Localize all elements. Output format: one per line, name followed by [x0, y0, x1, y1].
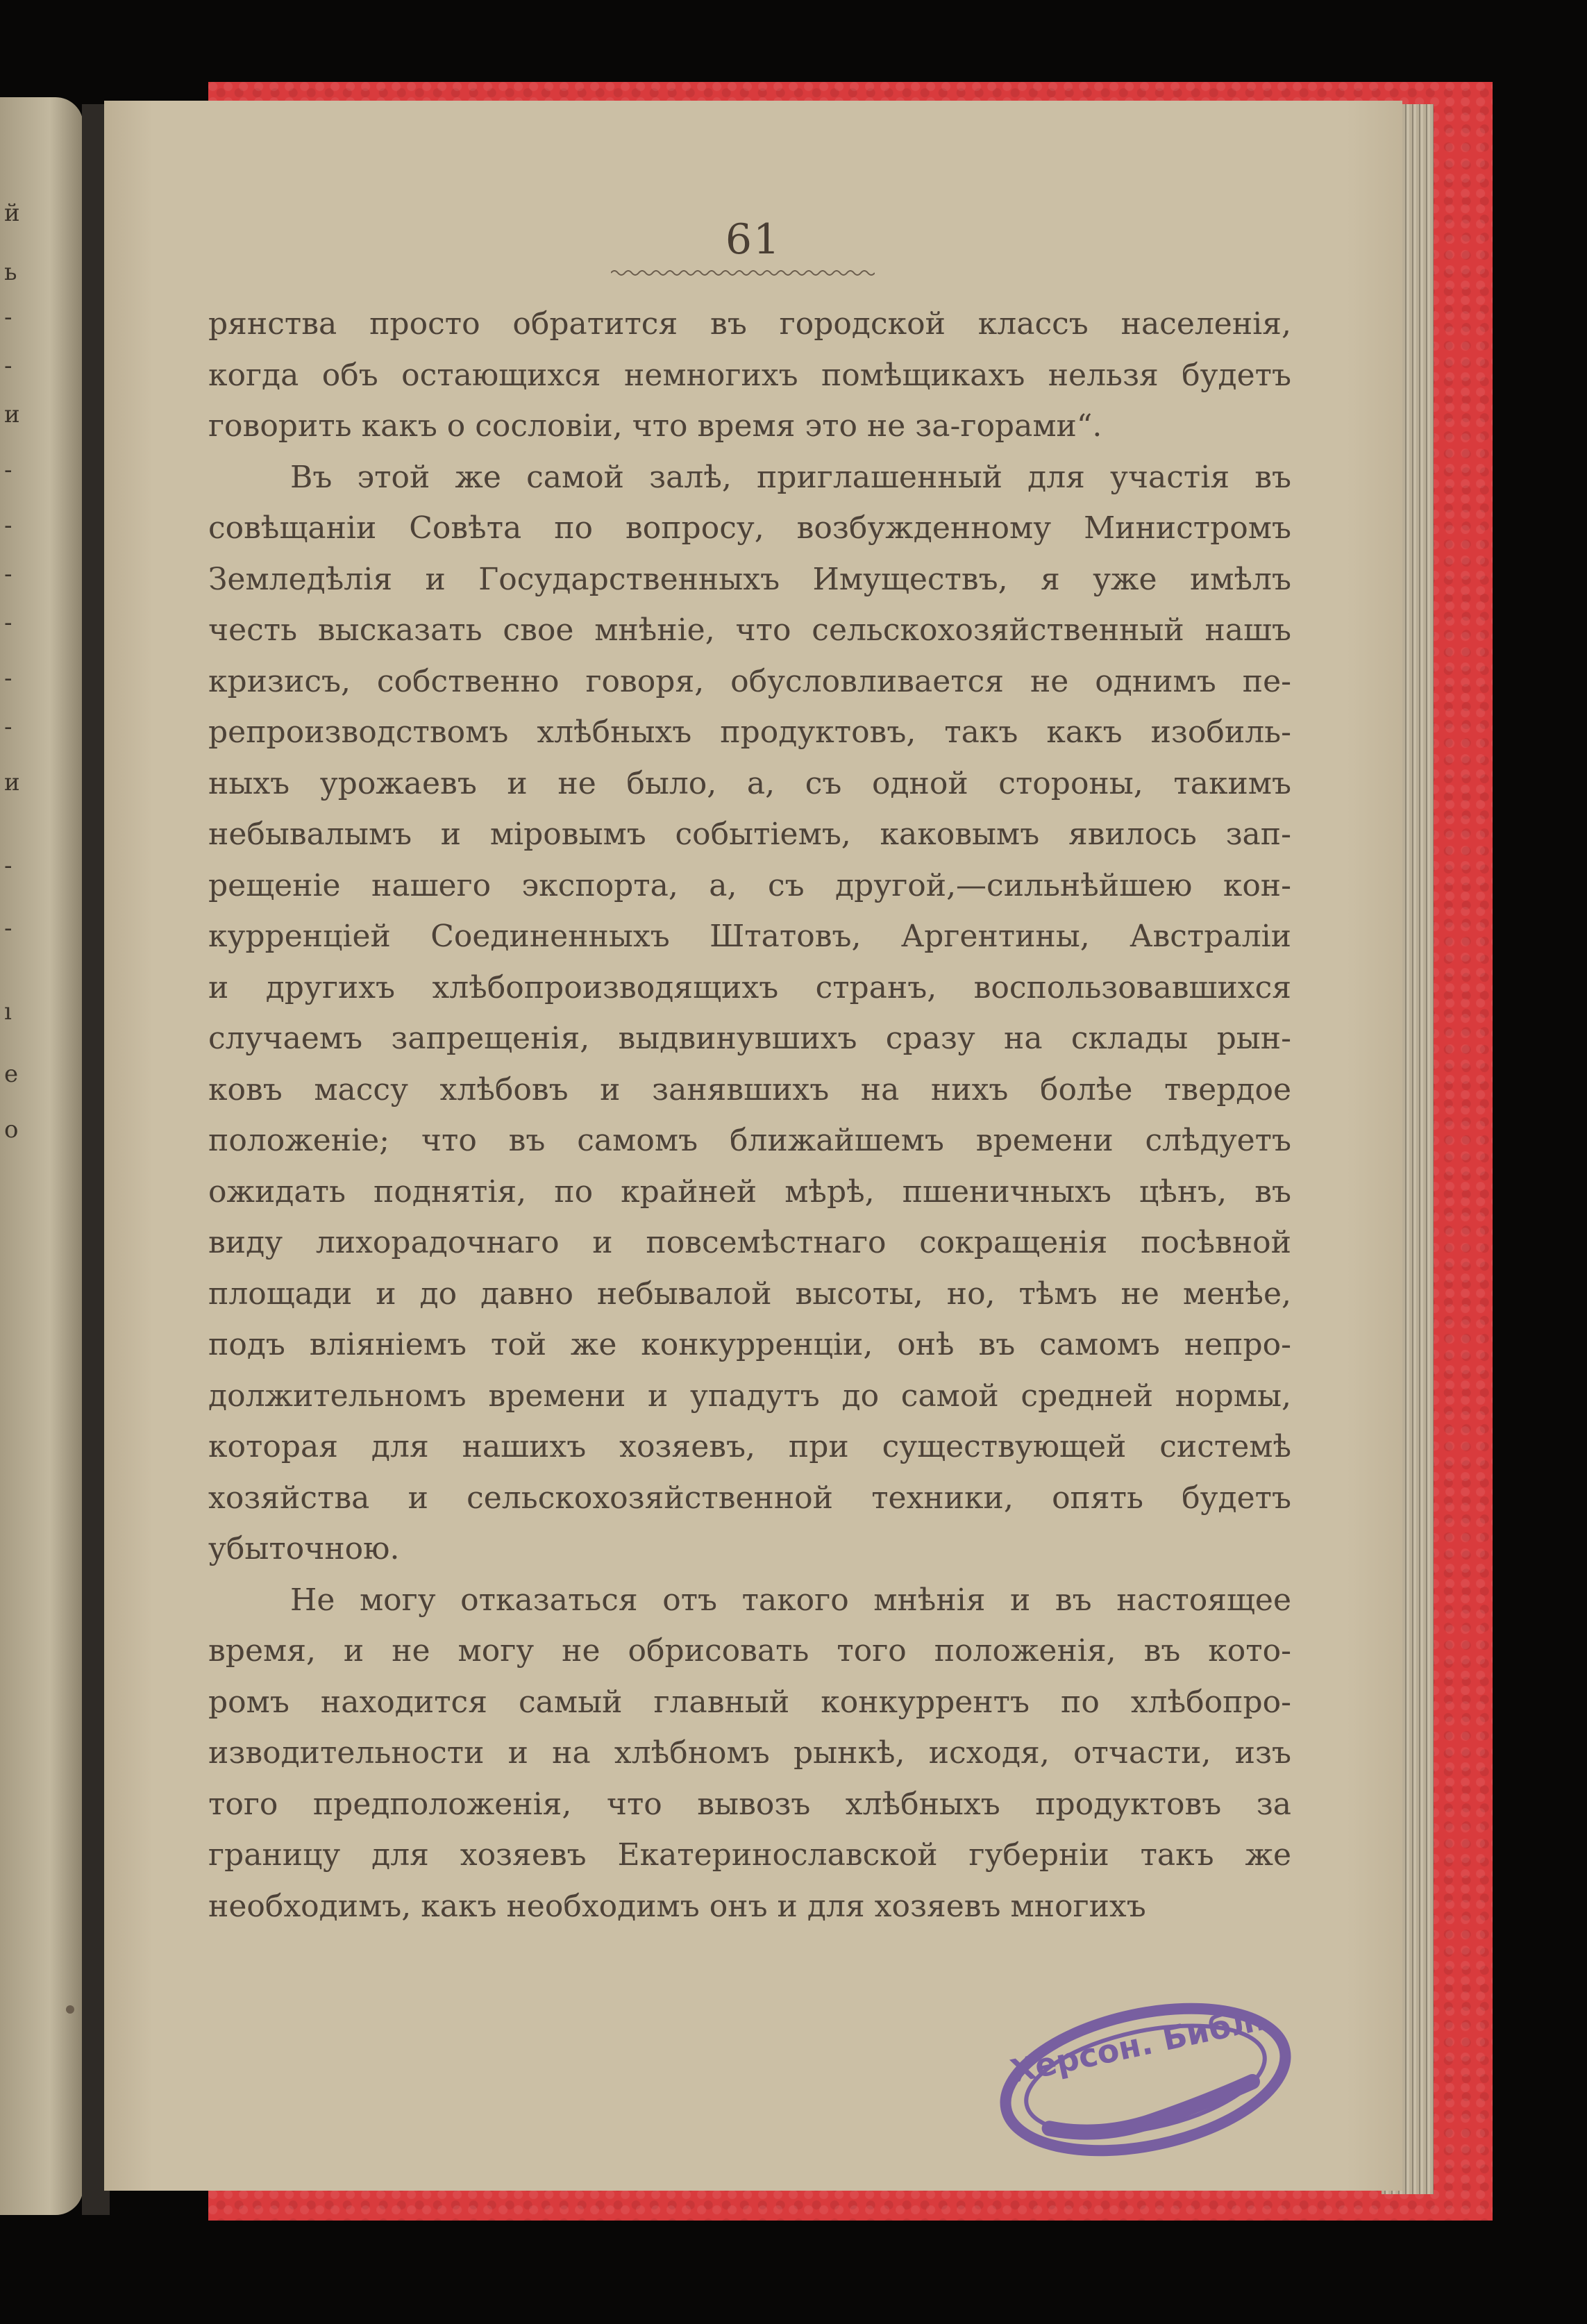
facing-page-fragment: е	[4, 1060, 19, 1088]
facing-page-fragment: -	[4, 713, 12, 741]
facing-page-fragment: й	[4, 199, 20, 227]
stamp-text: Херсон. Библ.	[1007, 1999, 1270, 2091]
facing-page-fragment: -	[4, 512, 12, 540]
book-page	[104, 101, 1402, 2191]
text-line: ныхъ урожаевъ и не было, а, съ одной стороны, такимъ	[208, 765, 1291, 801]
facing-page-fragment: -	[4, 609, 12, 637]
facing-page-fragment: ь	[4, 258, 17, 286]
text-line: и другихъ хлѣбопроизводящихъ странъ, воспользовавшихся	[208, 969, 1291, 1005]
text-line: время, и не могу не обрисовать того положенія, въ кото-	[208, 1633, 1291, 1669]
text-line: положеніе; что въ самомъ ближайшемъ времени слѣдуетъ	[208, 1123, 1291, 1158]
text-line: границу для хозяевъ Екатеринославской губерніи такъ же	[208, 1837, 1291, 1873]
facing-page-fragment: -	[4, 560, 12, 588]
facing-page-fragment: -	[4, 852, 12, 880]
text-line: говорить какъ о сословіи, что время это не за-горами“.	[208, 408, 1102, 444]
facing-page-fragment: -	[4, 352, 12, 380]
facing-page-fragment: -	[4, 456, 12, 484]
body-text	[208, 299, 1291, 1932]
text-line: рещеніе нашего экспорта, а, съ другой,—сильнѣйшею кон-	[208, 867, 1291, 903]
facing-page-fragment: -	[4, 914, 12, 942]
text-line: курренціей Соединенныхъ Штатовъ, Аргентины, Австраліи	[208, 919, 1291, 954]
text-line: честь высказать свое мнѣніе, что сельскохозяйственный нашъ	[208, 612, 1291, 648]
facing-page-fragment: -	[4, 303, 12, 331]
facing-page-fragment: ı	[4, 998, 12, 1026]
text-line: виду лихорадочнаго и повсемѣстнаго сокращенія посѣвной	[208, 1225, 1291, 1260]
text-line: подъ вліяніемъ той же конкурренціи, онѣ въ самомъ непро-	[208, 1327, 1291, 1362]
text-line: изводительности и на хлѣбномъ рынкѣ, исходя, отчасти, изъ	[208, 1735, 1291, 1771]
text-line: случаемъ запрещенія, выдвинувшихъ сразу на склады рын-	[208, 1021, 1291, 1056]
text-line: площади и до давно небывалой высоты, но, тѣмъ не менѣе,	[208, 1276, 1291, 1312]
text-line: кризисъ, собственно говоря, обусловливается не однимъ пе-	[208, 663, 1291, 699]
text-line: небывалымъ и міровымъ событіемъ, каковымъ явилось зап-	[208, 817, 1291, 852]
facing-page-fragment: и	[4, 769, 20, 796]
text-line: совѣщаніи Совѣта по вопросу, возбужденному Министромъ	[208, 510, 1291, 546]
ink-dot	[66, 2005, 74, 2014]
text-line: репроизводствомъ хлѣбныхъ продуктовъ, такъ какъ изобиль-	[208, 714, 1291, 750]
text-line: которая для нашихъ хозяевъ, при существующей системѣ	[208, 1429, 1291, 1464]
text-line: ковъ массу хлѣбовъ и занявшихъ на нихъ болѣе твердое	[208, 1071, 1291, 1107]
text-line: когда объ остающихся немногихъ помѣщикахъ нельзя будетъ	[208, 357, 1291, 393]
facing-page-edge	[0, 97, 83, 2215]
library-stamp	[986, 1986, 1305, 2173]
text-line: хозяйства и сельскохозяйственной техники, опять будетъ	[208, 1480, 1291, 1516]
text-line: того предположенія, что вывозъ хлѣбныхъ продуктовъ за	[208, 1786, 1291, 1822]
wavy-rule-ornament	[611, 266, 875, 280]
text-line: Въ этой же самой залѣ, приглашенный для участія въ	[290, 459, 1291, 495]
text-line: убыточною.	[208, 1531, 400, 1566]
facing-page-fragment: -	[4, 664, 12, 692]
text-line: ромъ находится самый главный конкуррентъ по хлѣбопро-	[208, 1684, 1291, 1720]
page-number: 61	[725, 215, 782, 264]
text-line: Не могу отказаться отъ такого мнѣнія и въ настоящее	[290, 1582, 1291, 1618]
facing-page-fragment: и	[4, 401, 20, 428]
text-line: необходимъ, какъ необходимъ онъ и для хозяевъ многихъ	[208, 1888, 1146, 1924]
text-line: должительномъ времени и упадутъ до самой средней нормы,	[208, 1378, 1291, 1414]
facing-page-fragment: о	[4, 1116, 19, 1144]
text-line: Земледѣлія и Государственныхъ Имуществъ, я уже имѣлъ	[208, 561, 1291, 597]
text-line: ожидать поднятія, по крайней мѣрѣ, пшеничныхъ цѣнъ, въ	[208, 1173, 1291, 1210]
text-line: рянства просто обратится въ городской классъ населенія,	[208, 306, 1291, 342]
